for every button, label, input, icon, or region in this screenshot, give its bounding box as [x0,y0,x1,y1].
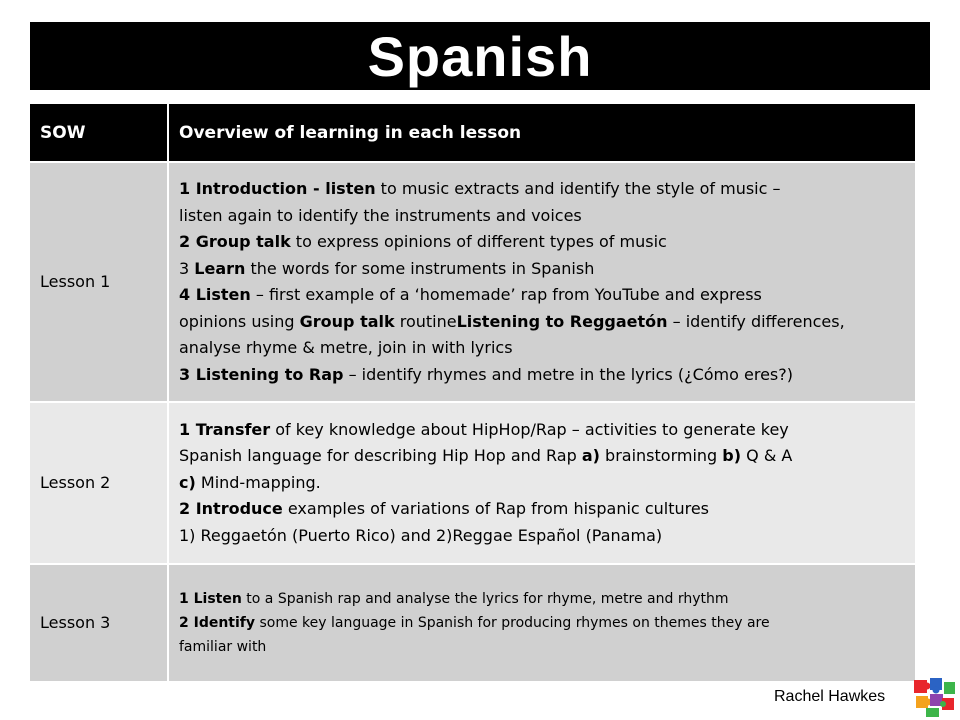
overview-bold-text: 2 Identify [179,615,256,631]
overview-bold-text: 2 Group talk [179,232,291,251]
overview-line [179,176,907,203]
table-row [30,402,915,564]
overview-bold-text: 3 Listening to Rap [179,364,344,384]
lesson-overview [168,402,915,564]
overview-text: to music extracts and identify the style of music – [375,179,781,198]
overview-bold-text: b) [722,446,742,466]
overview-text: examples of variations of Rap from hispanic cultures [282,499,710,519]
overview-text: familiar with [179,639,267,655]
overview-bold-text: 1 Introduction - listen [179,179,376,198]
overview-text: of key knowledge about HipHop/Rap – activities to generate key [270,419,789,439]
header-overview: Overview of learning in each lesson [168,104,915,162]
overview-text: Mind-mapping. [195,472,321,492]
overview-line [179,523,907,550]
sow-table [30,104,915,681]
author-credit: Rachel Hawkes [774,688,886,705]
overview-text: – first example of a ‘homemade’ rap from YouTube and express [250,285,762,304]
overview-bold-text: a) [581,446,600,466]
overview-line [179,256,907,283]
lesson-overview [168,564,915,681]
table-header-row [30,104,915,162]
overview-line [179,496,907,523]
lesson-overview [168,162,915,402]
table-row [30,162,915,402]
overview-text: to express opinions of different types of music [290,232,667,251]
table-row [30,564,915,681]
overview-line [179,229,907,256]
header-sow: SOW [30,104,168,162]
page-title: Spanish [367,24,593,88]
overview-text: Spanish language for describing Hip Hop and Rap [179,446,582,466]
lesson-label: Lesson 2 [30,402,168,564]
overview-line [179,362,907,389]
overview-bold-text: Group talk [299,311,395,331]
overview-bold-text: c) [179,472,196,492]
overview-text: 1) Reggaetón (Puerto Rico) and 2)Reggae Español (Panama) [179,525,663,545]
overview-text: some key language in Spanish for producing rhymes on themes they are [255,615,770,631]
overview-line [179,611,907,635]
overview-bold-text: 2 Introduce [179,499,283,519]
title-bar [30,22,930,90]
overview-line [179,203,907,230]
overview-text: Q & A [741,446,793,466]
overview-text: opinions using [179,311,300,331]
overview-bold-text: 4 Listen [179,285,251,304]
overview-text: brainstorming [599,446,723,466]
overview-text: to a Spanish rap and analyse the lyrics for rhyme, metre and rhythm [241,591,729,607]
overview-text: listen again to identify the instruments and voices [179,205,582,225]
overview-bold-text: Learn [194,258,246,278]
overview-text: analyse rhyme & metre, join in with lyrics [179,338,513,357]
overview-line [179,282,907,309]
overview-text: the words for some instruments in Spanish [245,258,595,278]
overview-text: – identify differences, [667,311,845,331]
puzzle-pieces-icon [912,676,956,718]
overview-line [179,309,907,336]
overview-line [179,587,907,611]
overview-line [179,635,907,659]
overview-bold-text: 1 Listen [179,591,242,607]
overview-text: – identify rhymes and metre in the lyrics (¿Cómo eres?) [343,364,793,384]
overview-text: routine [394,311,457,331]
overview-line [179,335,907,362]
overview-line [179,443,907,470]
overview-line [179,417,907,444]
lesson-label: Lesson 3 [30,564,168,681]
overview-bold-text: Listening to Reggaetón [456,311,668,331]
lesson-label: Lesson 1 [30,162,168,402]
overview-bold-text: 1 Transfer [179,419,271,439]
overview-text: 3 [179,258,195,278]
overview-line [179,470,907,497]
